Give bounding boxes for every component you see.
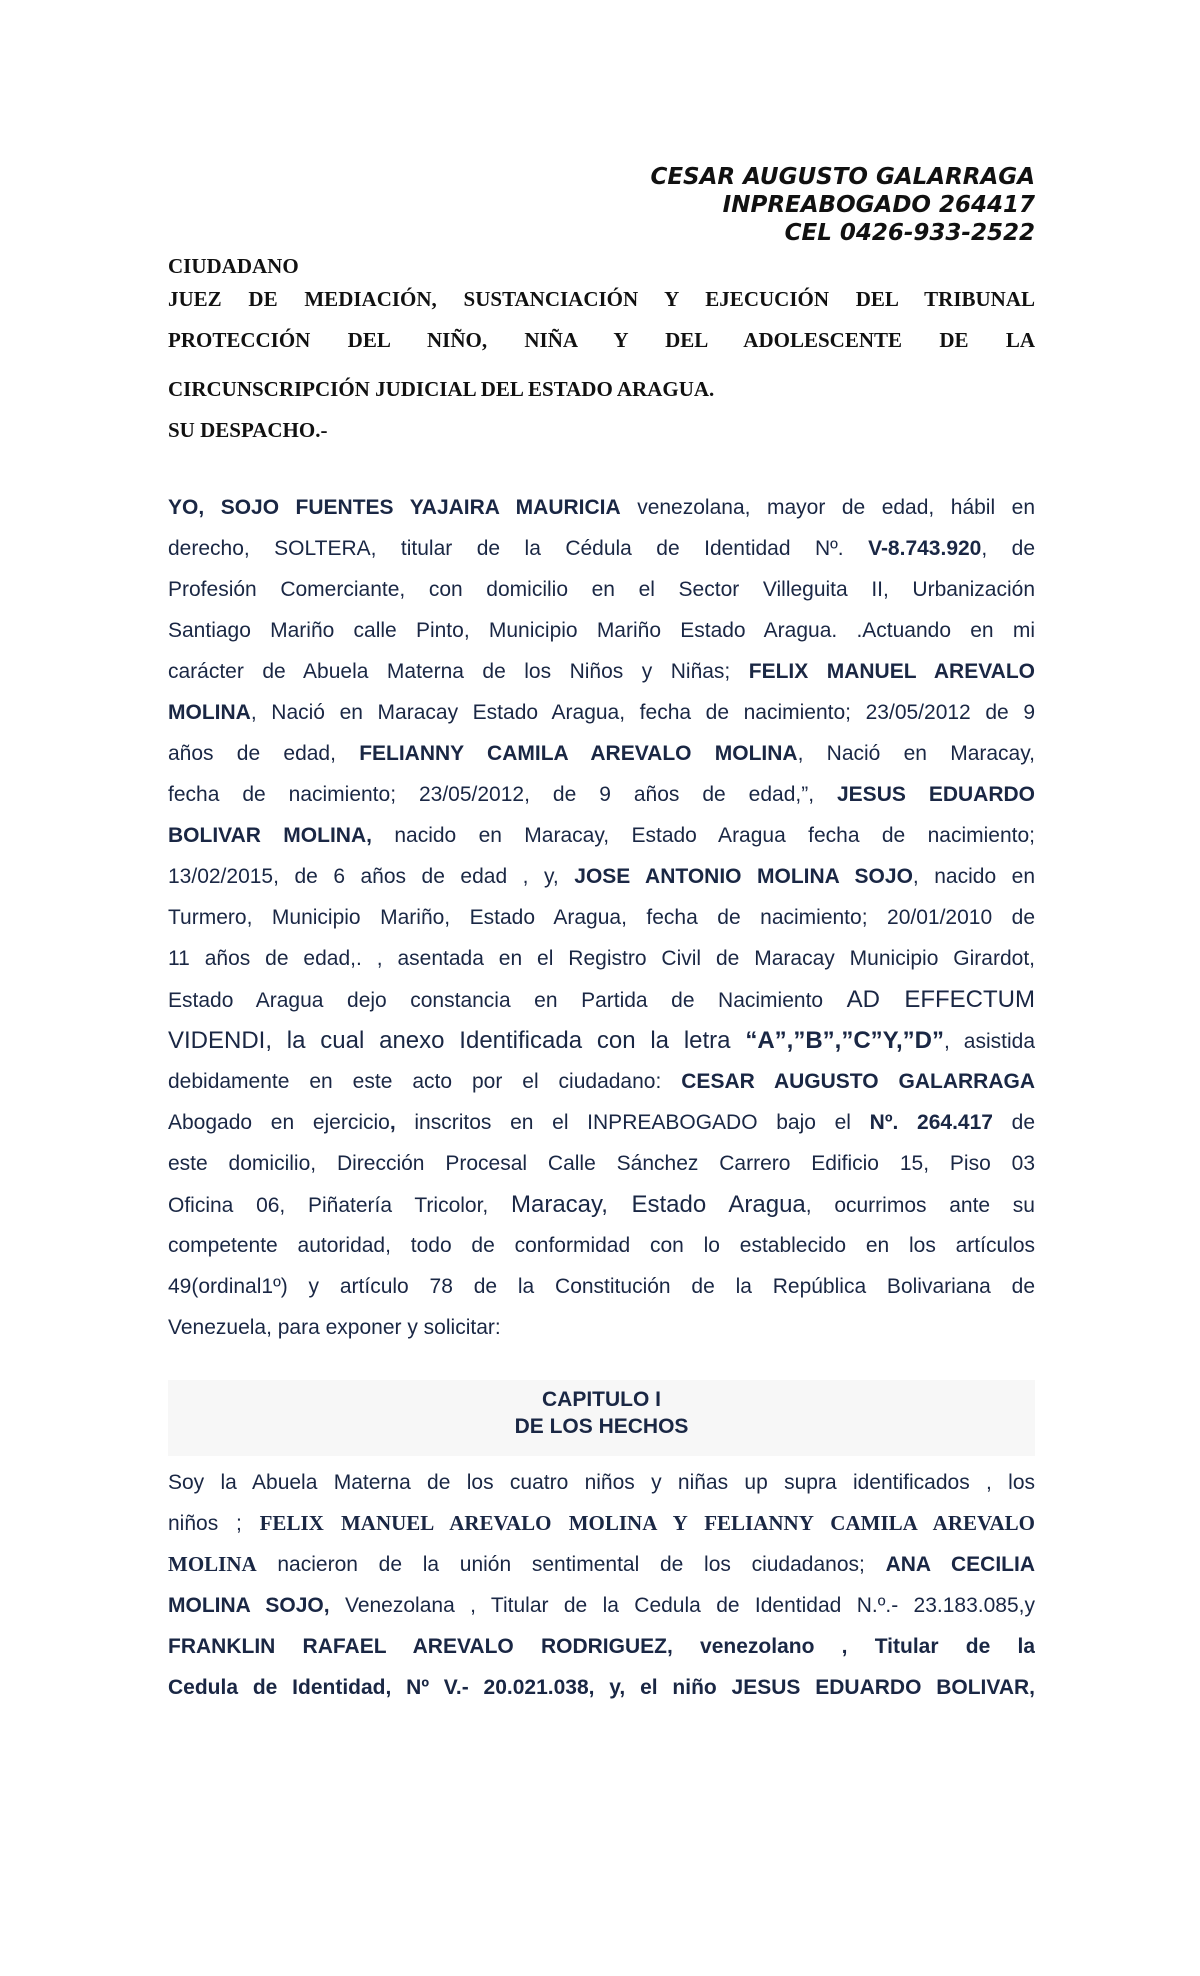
text-line: FRANKLIN RAFAEL AREVALO RODRIGUEZ, venezolano , Titular de la [168,1635,1035,1658]
lawyer-name: CESAR AUGUSTO GALARRAGA [650,164,1035,190]
text-line [168,1102,1035,1143]
text-line [168,1020,1035,1061]
child-name: MOLINA [168,1552,257,1576]
text-run: , nacido en [912,865,1035,888]
petitioner-name: YO, SOJO FUENTES YAJAIRA MAURICIA [168,496,621,519]
city-state: Maracay, Estado Aragua [510,1191,806,1218]
text-line: Profesión Comerciante, con domicilio en el Sector Villeguita II, Urbanización [168,578,1035,601]
text-line: Cedula de Identidad, Nº V.- 20.021.038, y, el niño JESUS EDUARDO BOLIVAR, [168,1676,1035,1699]
mother-name: MOLINA SOJO, [168,1594,330,1617]
lawyer-phone: CEL 0426-933-2522 [784,220,1035,246]
text-run: Abogado en ejercicio [168,1111,390,1134]
text-run: 13/02/2015, de 6 años de edad , y, [168,865,575,888]
child-name: JOSE ANTONIO MOLINA SOJO [574,865,913,888]
text-line [168,1544,1035,1585]
text-run: nacido en Maracay, Estado Aragua fecha de nacimiento; [371,824,1035,847]
text-run: fecha de nacimiento; 23/05/2012, de 9 años de edad,”, [168,783,837,806]
facts-paragraph [168,1462,1035,1708]
intro-paragraph [168,487,1035,1348]
text-line [168,692,1035,733]
text-run: nacieron de la unión sentimental de los ciudadanos; [256,1553,886,1576]
mother-name: ANA CECILIA [885,1553,1035,1576]
latin-phrase: VIDENDI, la cual anexo Identificada con la letra [168,1027,746,1054]
text-run: venezolana, mayor de edad, hábil en [620,496,1035,519]
lawyer-name-inline: CESAR AUGUSTO GALARRAGA [681,1070,1035,1093]
text-run: , ocurrimos ante su [805,1194,1035,1217]
text-run: carácter de Abuela Materna de los Niños y Niñas; [168,660,749,683]
text-run: , Nació en Maracay Estado Aragua, fecha de nacimiento; 23/05/2012 de 9 [250,701,1035,724]
child-name: JESUS EDUARDO [837,783,1035,806]
annex-letters: “A”,”B”,”C”Y,”D” [745,1027,944,1054]
text-run: de [992,1111,1035,1134]
text-run: , [389,1111,396,1134]
text-run: derecho, SOLTERA, titular de la Cédula de Identidad Nº. [168,537,869,560]
text-run: , Nació en Maracay, [797,742,1035,765]
text-run: inscritos en el INPREABOGADO bajo el [395,1111,870,1134]
text-run: Oficina 06, Piñatería Tricolor, [168,1194,511,1217]
letterhead [600,163,1035,247]
text-run: , asistida [944,1030,1035,1053]
addressee-line: PROTECCIÓN DEL NIÑO, NIÑA Y DEL ADOLESCENTE DE LA [168,328,1035,352]
text-line: 49(ordinal1º) y artículo 78 de la Constitución de la República Bolivariana de [168,1275,1035,1298]
child-name: FELIANNY CAMILA AREVALO MOLINA [359,742,798,765]
child-name: FELIX MANUEL AREVALO MOLINA [259,1511,657,1535]
inpreabogado-number: Nº. 264.417 [869,1111,993,1134]
text-run: debidamente en este acto por el ciudadano: [168,1070,682,1093]
text-line [168,1061,1035,1102]
text-line [168,651,1035,692]
text-line [168,856,1035,897]
child-name: FELIX MANUEL AREVALO [748,660,1035,683]
chapter-title: CAPITULO I [542,1388,661,1411]
text-run: Y [656,1511,705,1535]
text-line [168,1503,1035,1544]
addressee-block [168,246,1035,451]
chapter-heading [168,1380,1035,1456]
addressee-line: CIUDADANO [168,254,299,278]
petitioner-id: V-8.743.920 [868,537,982,560]
latin-phrase: AD EFFECTUM [846,986,1035,1013]
chapter-subtitle: DE LOS HECHOS [514,1415,689,1438]
addressee-line: JUEZ DE MEDIACIÓN, SUSTANCIACIÓN Y EJECUCIÓN DEL TRIBUNAL [168,287,1035,311]
addressee-line: CIRCUNSCRIPCIÓN JUDICIAL DEL ESTADO ARAGUA. [168,377,715,401]
lawyer-inpreabogado: INPREABOGADO 264417 [722,192,1035,218]
text-run: Venezolana , Titular de la Cedula de Identidad N.º.- 23.183.085,y [329,1594,1035,1617]
text-line: Turmero, Municipio Mariño, Estado Aragua, fecha de nacimiento; 20/01/2010 de [168,906,1035,929]
text-line [168,1184,1035,1225]
text-line: este domicilio, Dirección Procesal Calle Sánchez Carrero Edificio 15, Piso 03 [168,1152,1035,1175]
text-line [168,815,1035,856]
addressee-line: SU DESPACHO.- [168,418,328,442]
child-name: BOLIVAR MOLINA, [168,824,372,847]
text-line [168,979,1035,1020]
text-line [168,487,1035,528]
text-line: competente autoridad, todo de conformidad con lo establecido en los artículos [168,1234,1035,1257]
text-line: Soy la Abuela Materna de los cuatro niños y niñas up supra identificados , los [168,1471,1035,1494]
child-name: MOLINA [168,701,251,724]
text-line [168,1585,1035,1626]
text-line: Santiago Mariño calle Pinto, Municipio Mariño Estado Aragua. .Actuando en mi [168,619,1035,642]
text-run: Estado Aragua dejo constancia en Partida de Nacimiento [168,989,847,1012]
text-line [168,774,1035,815]
text-line: 11 años de edad,. , asentada en el Registro Civil de Maracay Municipio Girardot, [168,947,1035,970]
text-line: Venezuela, para exponer y solicitar: [168,1316,501,1339]
text-run: años de edad, [168,742,360,765]
text-run: , de [981,537,1035,560]
text-line [168,733,1035,774]
child-name: FELIANNY CAMILA AREVALO [704,1511,1035,1535]
text-line [168,528,1035,569]
text-run: niños ; [168,1512,260,1535]
